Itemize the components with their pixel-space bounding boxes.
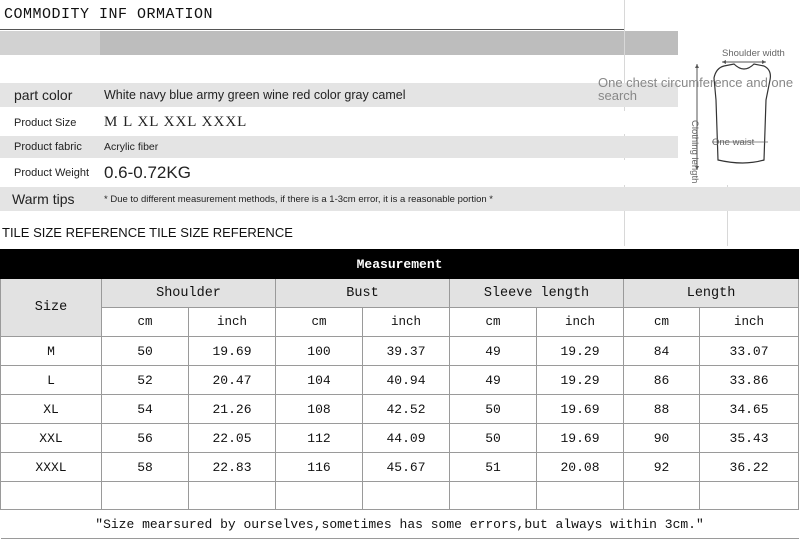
table-cell: 33.86 bbox=[700, 366, 799, 395]
table-cell: 40.94 bbox=[363, 366, 450, 395]
size-cell: M bbox=[1, 337, 102, 366]
table-cell: 20.08 bbox=[537, 453, 624, 482]
table-cell: 100 bbox=[276, 337, 363, 366]
table-row bbox=[1, 453, 799, 482]
table-cell: 92 bbox=[624, 453, 700, 482]
info-row-color bbox=[0, 83, 678, 107]
size-value: M L XL XXL XXXL bbox=[104, 114, 248, 130]
table-cell: 54 bbox=[102, 395, 189, 424]
info-row-fabric bbox=[0, 136, 678, 158]
table-cell: 19.69 bbox=[189, 337, 276, 366]
table-cell: 86 bbox=[624, 366, 700, 395]
table-cell: 21.26 bbox=[189, 395, 276, 424]
table-cell: 56 bbox=[102, 424, 189, 453]
size-reference-title: TILE SIZE REFERENCE TILE SIZE REFERENCE bbox=[2, 225, 293, 240]
table-cell: 22.83 bbox=[189, 453, 276, 482]
tips-label: Warm tips bbox=[12, 191, 75, 207]
table-cell: 19.29 bbox=[537, 337, 624, 366]
unit-cell: cm bbox=[450, 308, 537, 337]
weight-label: Product Weight bbox=[14, 166, 90, 179]
size-note: "Size mearsured by ourselves,sometimes has some errors,but always within 3cm." bbox=[1, 510, 799, 539]
info-row-tips bbox=[0, 187, 800, 211]
fabric-value: Acrylic fiber bbox=[104, 141, 159, 153]
unit-cell: cm bbox=[276, 308, 363, 337]
table-row bbox=[1, 337, 799, 366]
table-cell: 39.37 bbox=[363, 337, 450, 366]
table-cell: 50 bbox=[450, 395, 537, 424]
table-cell: 35.43 bbox=[700, 424, 799, 453]
unit-cell: inch bbox=[537, 308, 624, 337]
table-cell: 116 bbox=[276, 453, 363, 482]
table-cell: 19.29 bbox=[537, 366, 624, 395]
shoulder-header: Shoulder bbox=[102, 279, 276, 308]
table-cell: 45.67 bbox=[363, 453, 450, 482]
table-cell: 108 bbox=[276, 395, 363, 424]
unit-cell: inch bbox=[700, 308, 799, 337]
table-note-row bbox=[1, 510, 799, 539]
table-row bbox=[1, 424, 799, 453]
title-divider bbox=[0, 29, 624, 30]
color-label: part color bbox=[14, 87, 73, 103]
table-cell: 33.07 bbox=[700, 337, 799, 366]
header-band-light bbox=[0, 31, 100, 55]
table-cell: 90 bbox=[624, 424, 700, 453]
table-cell: 51 bbox=[450, 453, 537, 482]
unit-cell: inch bbox=[363, 308, 450, 337]
shoulder-width-label: Shoulder width bbox=[722, 48, 785, 59]
table-cell: 19.69 bbox=[537, 424, 624, 453]
table-cell: 112 bbox=[276, 424, 363, 453]
unit-cell: cm bbox=[624, 308, 700, 337]
table-cell: 50 bbox=[450, 424, 537, 453]
table-cell: 19.69 bbox=[537, 395, 624, 424]
size-cell: XXXL bbox=[1, 453, 102, 482]
table-cell: 50 bbox=[102, 337, 189, 366]
table-banner-row bbox=[1, 250, 799, 279]
table-empty-row bbox=[1, 482, 799, 510]
table-cell: 42.52 bbox=[363, 395, 450, 424]
header-band bbox=[0, 31, 678, 55]
table-cell: 88 bbox=[624, 395, 700, 424]
table-cell: 52 bbox=[102, 366, 189, 395]
size-cell: XL bbox=[1, 395, 102, 424]
size-column-header: Size bbox=[1, 279, 102, 337]
measurement-banner: Measurement bbox=[1, 250, 799, 279]
chest-label: One chest circumference and one search bbox=[598, 75, 794, 103]
table-cell: 22.05 bbox=[189, 424, 276, 453]
table-cell: 20.47 bbox=[189, 366, 276, 395]
waist-label: One waist bbox=[712, 137, 755, 148]
fabric-label: Product fabric bbox=[14, 141, 82, 153]
table-row bbox=[1, 395, 799, 424]
size-label: Product Size bbox=[14, 116, 77, 129]
clothing-length-label: Clothing length bbox=[689, 120, 700, 184]
table-cell: 58 bbox=[102, 453, 189, 482]
size-cell: L bbox=[1, 366, 102, 395]
info-row-weight bbox=[0, 160, 678, 185]
bust-header: Bust bbox=[276, 279, 450, 308]
info-row-size bbox=[0, 111, 678, 134]
color-value: White navy blue army green wine red color gray camel bbox=[104, 88, 406, 102]
size-cell: XXL bbox=[1, 424, 102, 453]
table-cell: 49 bbox=[450, 337, 537, 366]
table-cell: 34.65 bbox=[700, 395, 799, 424]
unit-cell: cm bbox=[102, 308, 189, 337]
table-row bbox=[1, 366, 799, 395]
sleeve-length-header: Sleeve length bbox=[450, 279, 624, 308]
unit-cell: inch bbox=[189, 308, 276, 337]
table-cell: 84 bbox=[624, 337, 700, 366]
size-chart-table bbox=[0, 249, 799, 539]
weight-value: 0.6-0.72KG bbox=[104, 162, 191, 182]
table-cell: 104 bbox=[276, 366, 363, 395]
page-title: COMMODITY INF ORMATION bbox=[4, 6, 214, 23]
length-header: Length bbox=[624, 279, 799, 308]
table-cell: 36.22 bbox=[700, 453, 799, 482]
tips-value: * Due to different measurement methods, if there is a 1-3cm error, it is a reasonable portion * bbox=[104, 193, 493, 205]
table-unit-row bbox=[1, 308, 799, 337]
table-cell: 44.09 bbox=[363, 424, 450, 453]
table-cell: 49 bbox=[450, 366, 537, 395]
table-group-header-row bbox=[1, 279, 799, 308]
